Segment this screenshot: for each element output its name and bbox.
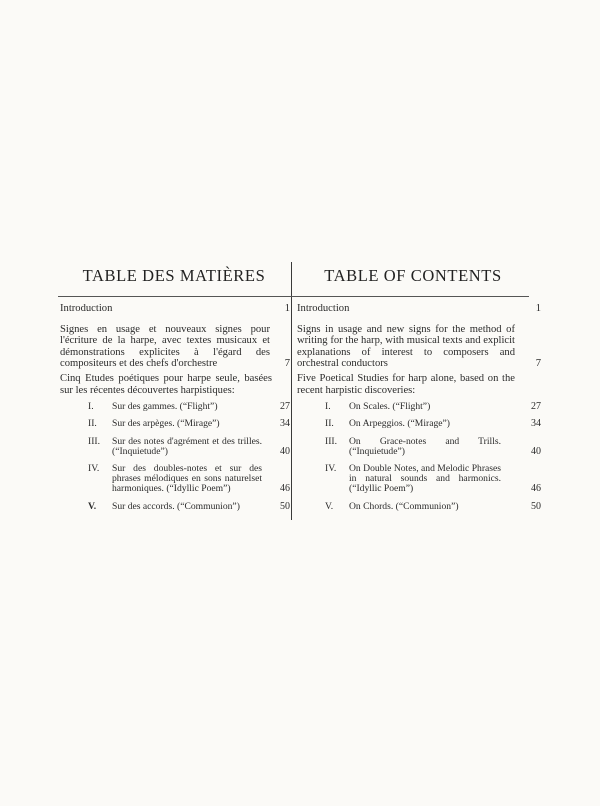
english-toc bbox=[297, 266, 541, 519]
english-study-item bbox=[297, 500, 541, 512]
study-number: III. bbox=[88, 435, 100, 447]
french-signs-entry bbox=[60, 324, 292, 370]
english-intro-label: Introduction bbox=[297, 303, 350, 314]
study-label: Sur des doubles-notes et sur des phrases mélodiques en sons naturelset harmoniques. (“Idyllic Poem”) bbox=[112, 462, 262, 495]
study-number: I. bbox=[88, 401, 94, 413]
english-title-rule bbox=[291, 296, 529, 297]
english-signs-page: 7 bbox=[535, 358, 541, 370]
study-label: On Scales. (“Flight”) bbox=[349, 401, 431, 413]
french-intro-entry bbox=[60, 303, 292, 315]
study-number: IV. bbox=[88, 462, 100, 474]
study-number: II. bbox=[88, 418, 97, 430]
english-studies-list bbox=[297, 401, 541, 512]
study-label: On Grace-notes and Trills. (“Inquietude”) bbox=[349, 435, 501, 457]
english-signs-label: Signs in usage and new signs for the method of writing for the harp, with musical texts and explicit explanations of interest to composers and orchestral conductors bbox=[297, 323, 515, 370]
study-label: On Arpeggios. (“Mirage”) bbox=[349, 418, 450, 430]
english-study-item bbox=[297, 418, 541, 430]
french-intro-label: Introduction bbox=[60, 303, 113, 314]
french-title-rule bbox=[58, 296, 292, 297]
study-label: Sur des arpèges. (“Mirage”) bbox=[112, 418, 220, 430]
study-label: On Chords. (“Communion”) bbox=[349, 500, 459, 512]
french-study-item bbox=[60, 437, 292, 457]
french-study-item bbox=[60, 402, 292, 412]
study-label: Sur des accords. (“Communion”) bbox=[112, 500, 240, 512]
english-intro-entry bbox=[297, 303, 541, 315]
study-page: 27 bbox=[280, 401, 290, 413]
study-page: 50 bbox=[280, 500, 290, 512]
study-number: V. bbox=[88, 500, 97, 512]
study-number: I. bbox=[325, 401, 331, 413]
english-intro-page: 1 bbox=[535, 303, 541, 314]
english-studies-heading: Five Poetical Studies for harp alone, based on the recent harpistic discoveries: bbox=[297, 372, 515, 396]
study-page: 27 bbox=[531, 401, 541, 413]
study-number: V. bbox=[325, 500, 334, 512]
study-page: 34 bbox=[280, 418, 290, 430]
study-number: IV. bbox=[325, 462, 337, 474]
study-page: 40 bbox=[280, 445, 290, 457]
french-study-item bbox=[60, 419, 292, 429]
french-signs-label: Signes en usage et nouveaux signes pour l'écriture de la harpe, avec textes musicaux et démonstrations explicites à l'égard des compositeurs et des chefs d'orchestre bbox=[60, 323, 270, 370]
french-title: TABLE DES MATIÈRES bbox=[82, 266, 266, 285]
english-signs-entry bbox=[297, 323, 541, 370]
french-signs-page: 7 bbox=[284, 358, 290, 370]
study-page: 34 bbox=[531, 418, 541, 430]
english-study-item bbox=[297, 462, 541, 495]
french-study-item bbox=[60, 502, 292, 512]
french-toc bbox=[60, 266, 292, 519]
english-study-item bbox=[297, 401, 541, 413]
english-studies-heading-entry bbox=[297, 373, 529, 396]
english-title: TABLE OF CONTENTS bbox=[324, 266, 502, 285]
french-studies-list bbox=[60, 402, 292, 512]
study-label: Sur des gammes. (“Flight”) bbox=[112, 401, 218, 413]
french-studies-heading: Cinq Etudes poétiques pour harpe seule, basées sur les récentes découvertes harpistiques: bbox=[60, 372, 272, 396]
study-page: 46 bbox=[531, 483, 541, 495]
study-number: III. bbox=[325, 435, 337, 447]
french-study-item bbox=[60, 464, 292, 495]
french-studies-heading-entry bbox=[60, 373, 292, 396]
study-page: 50 bbox=[531, 500, 541, 512]
study-page: 40 bbox=[531, 445, 541, 457]
study-page: 46 bbox=[280, 483, 290, 495]
study-number: II. bbox=[325, 418, 334, 430]
study-label: Sur des notes d'agrément et des trilles. (“Inquietude”) bbox=[112, 435, 262, 457]
english-study-item bbox=[297, 435, 541, 457]
french-intro-page: 1 bbox=[284, 303, 290, 314]
study-label: On Double Notes, and Melodic Phrases in natural sounds and harmonics. (“Idyllic Poem”) bbox=[349, 462, 501, 495]
